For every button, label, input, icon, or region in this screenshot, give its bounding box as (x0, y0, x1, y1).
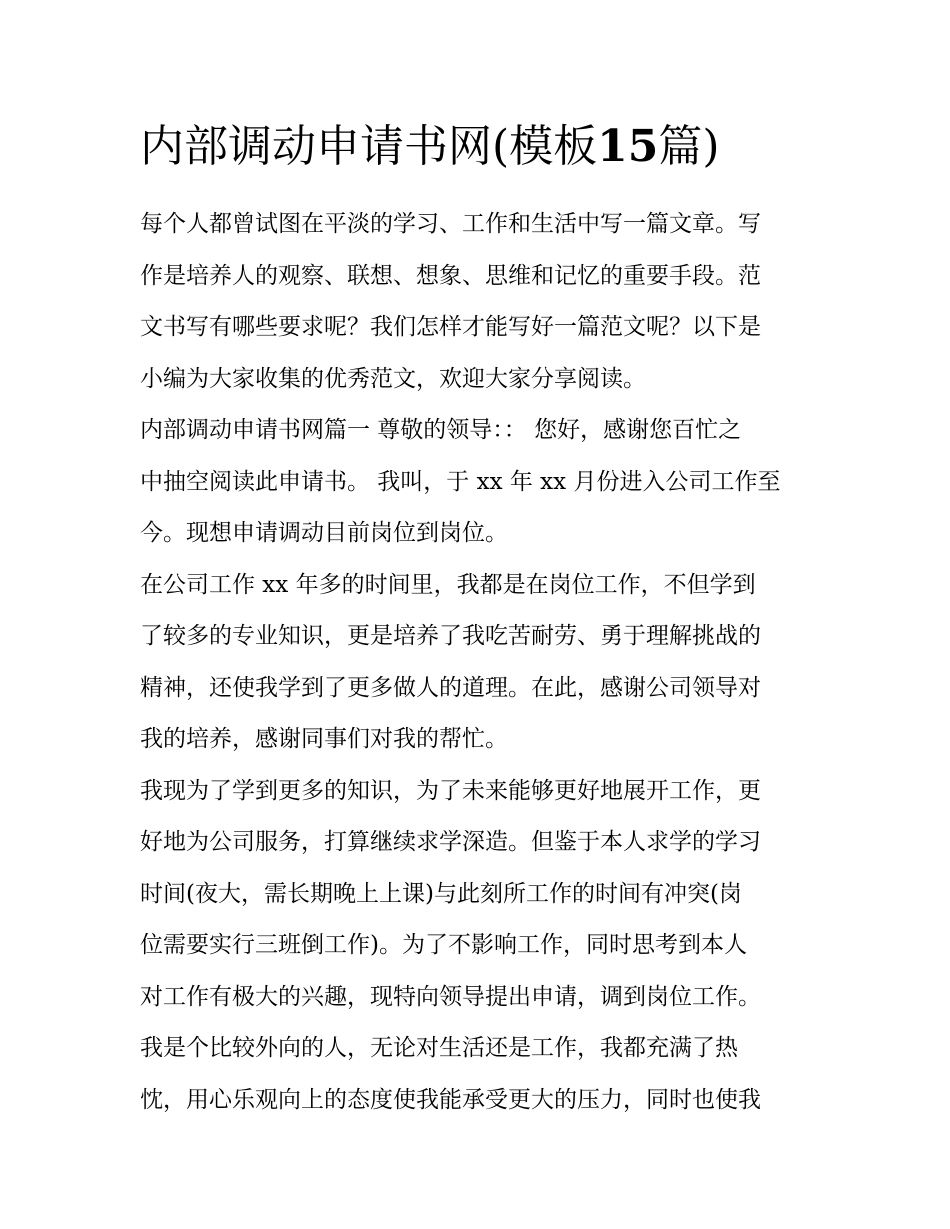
paragraph-intro (140, 199, 820, 405)
document-title: 内部调动申请书网(模板15篇) (140, 121, 720, 172)
text-line: 我的培养，感谢同事们对我的帮忙。 (140, 726, 508, 752)
text-line: 文书写有哪些要求呢？我们怎样才能写好一篇范文呢？以下是 (140, 314, 761, 340)
text-line: 内部调动申请书网篇一 尊敬的领导：： 您好，感谢您百忙之 (140, 417, 742, 443)
text-line: 每个人都曾试图在平淡的学习、工作和生活中写一篇文章。写 (140, 211, 761, 237)
text-line: 对工作有极大的兴趣，现特向领导提出申请，调到岗位工作。 (140, 983, 761, 1010)
text-line: 作是培养人的观察、联想、想象、思维和记忆的重要手段。范 (140, 262, 761, 289)
paragraph-experience (140, 560, 820, 766)
text-line: 时间(夜大，需长期晚上上课)与此刻所工作的时间有冲突(岗 (140, 880, 742, 907)
text-line: 位需要实行三班倒工作)。为了不影响工作，同时思考到本人 (140, 932, 747, 958)
paragraph-salutation (140, 405, 820, 560)
text-line: 了较多的专业知识，更是培养了我吃苦耐劳、勇于理解挑战的 (140, 623, 761, 649)
text-line: 小编为大家收集的优秀范文，欢迎大家分享阅读。 (140, 365, 646, 392)
text-line: 忱，用心乐观向上的态度使我能承受更大的压力，同时也使我 (140, 1086, 761, 1113)
text-line: 我现为了学到更多的知识，为了未来能够更好地展开工作，更 (140, 777, 761, 804)
paragraph-reason (140, 766, 820, 1127)
text-line: 我是个比较外向的人，无论对生活还是工作，我都充满了热 (140, 1035, 738, 1061)
text-line: 在公司工作 xx 年多的时间里，我都是在岗位工作，不但学到 (140, 571, 756, 598)
text-line: 精神，还使我学到了更多做人的道理。在此，感谢公司领导对 (140, 674, 761, 701)
document-body (140, 199, 820, 1126)
text-line: 中抽空阅读此申请书。 我叫，于 xx 年 xx 月份进入公司工作至 (140, 468, 781, 495)
text-line: 好地为公司服务，打算继续求学深造。但鉴于本人求学的学习 (140, 829, 761, 855)
text-line: 今。现想申请调动目前岗位到岗位。 (140, 520, 508, 546)
